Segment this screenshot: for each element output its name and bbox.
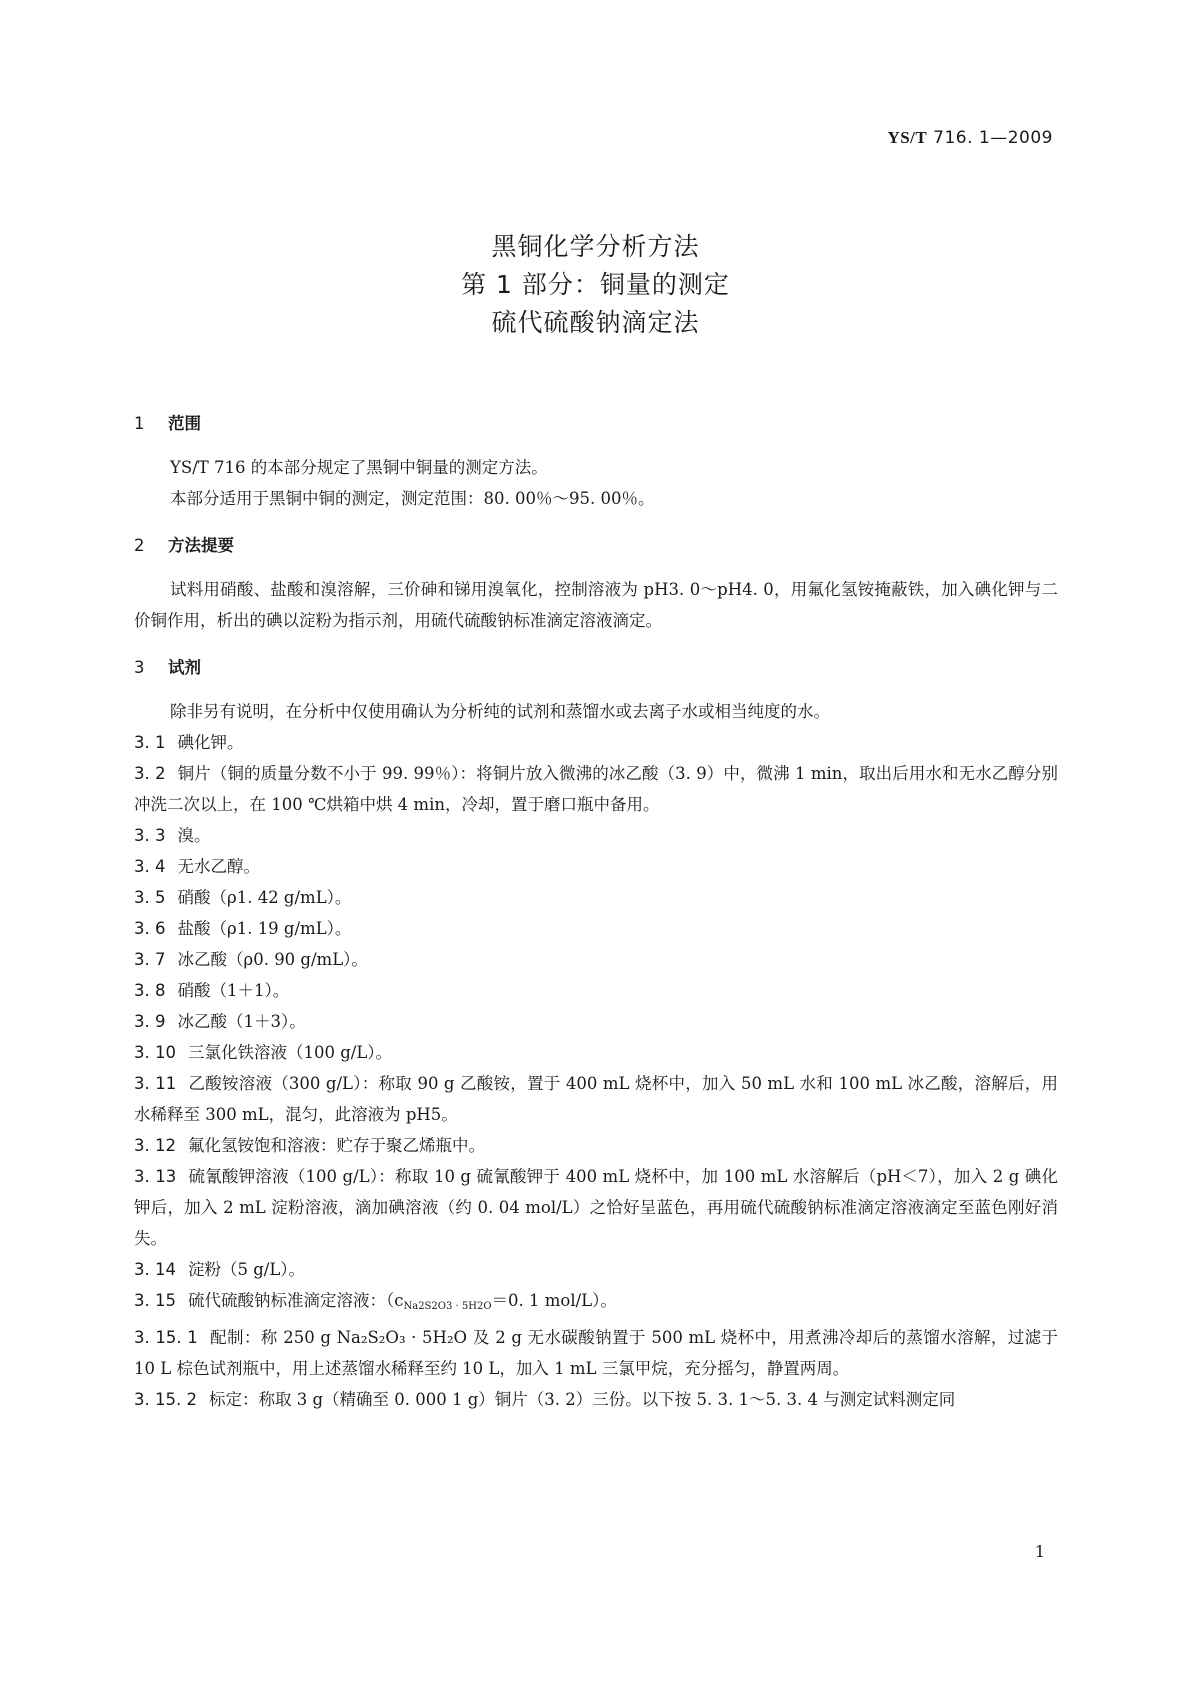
paragraph: 本部分适用于黑铜中铜的测定，测定范围：80. 00％～95. 00％。: [170, 489, 655, 508]
item-number: 3. 5: [134, 888, 166, 907]
item-text: 三氯化铁溶液（100 g/L）。: [187, 1043, 393, 1062]
section-number: 1: [134, 414, 145, 433]
item-text: 硝酸（ρ1. 42 g/mL）。: [177, 888, 352, 907]
item-text: 硝酸（1＋1）。: [177, 981, 290, 1000]
section-number: 2: [134, 536, 145, 555]
item-number: 3. 15: [134, 1291, 176, 1310]
item-number: 3. 12: [134, 1136, 176, 1155]
reagent-item: [134, 820, 1058, 851]
item-number: 3. 13: [134, 1167, 177, 1186]
item-text: 硫氰酸钾溶液（100 g/L）：称取 10 g 硫氰酸钾于 400 mL 烧杯中，加 100 mL 水溶解后（pH＜7），加入 2 g 碘化钾后，加入 2 mL 淀粉溶液，滴加碘溶液（约 0. 04 mol/L）之恰好呈蓝色，再用硫代硫酸钠标准滴定溶液滴定至蓝色刚好消失。: [134, 1167, 1059, 1248]
title-line-3: 硫代硫酸钠滴定法: [491, 308, 700, 337]
formula-subscript: Na2S2O3 · 5H2O: [403, 1301, 492, 1312]
document-title: [0, 228, 1191, 342]
item-text: 冰乙酸（ρ0. 90 g/mL）。: [177, 950, 368, 969]
item-text: 盐酸（ρ1. 19 g/mL）。: [177, 919, 352, 938]
paragraph: 试料用硝酸、盐酸和溴溶解，三价砷和锑用溴氧化，控制溶液为 pH3. 0～pH4. 0，用氟化氢铵掩蔽铁，加入碘化钾与二价铜作用，析出的碘以淀粉为指示剂，用硫代硫酸钠标准滴定溶液滴定。: [134, 580, 1058, 630]
reagent-item: [134, 1161, 1058, 1254]
item-text: 配制：称 250 g Na₂S₂O₃ · 5H₂O 及 2 g 无水碳酸钠置于 500 mL 烧杯中，用煮沸冷却后的蒸馏水溶解，过滤于 10 L 棕色试剂瓶中，用上述蒸馏水稀释至约 10 L，加入 1 mL 三氯甲烷，充分摇匀，静置两周。: [134, 1328, 1058, 1378]
reagent-item: [134, 975, 1058, 1006]
section-number: 3: [134, 658, 145, 677]
item-text: 标定：称取 3 g（精确至 0. 000 1 g）铜片（3. 2）三份。以下按 5. 3. 1～5. 3. 4 与测定试料测定同: [208, 1390, 956, 1409]
reagent-item: [134, 1130, 1058, 1161]
item-number: 3. 3: [134, 826, 166, 845]
item-text: 氟化氢铵饱和溶液：贮存于聚乙烯瓶中。: [187, 1136, 485, 1155]
reagent-item: [134, 913, 1058, 944]
paragraph: 除非另有说明，在分析中仅使用确认为分析纯的试剂和蒸馏水或去离子水或相当纯度的水。: [170, 702, 830, 721]
paragraph: YS/T 716 的本部分规定了黑铜中铜量的测定方法。: [170, 458, 548, 477]
reagent-item: [134, 1285, 1058, 1322]
item-text: 铜片（铜的质量分数不小于 99. 99％）：将铜片放入微沸的冰乙酸（3. 9）中，微沸 1 min，取出后用水和无水乙醇分别冲洗二次以上，在 100 ℃烘箱中烘 4 min，冷却，置于磨口瓶中备用。: [134, 764, 1058, 814]
standard-code-prefix: YS/T: [887, 128, 928, 147]
page-number: 1: [1034, 1542, 1045, 1561]
standard-code: [887, 128, 1053, 148]
reagent-item: [134, 758, 1058, 820]
section-heading-method: [134, 532, 1058, 556]
reagent-item: [134, 727, 1058, 758]
item-text: 无水乙醇。: [177, 857, 260, 876]
section-title: 试剂: [168, 658, 201, 677]
document-body: [134, 410, 1058, 1415]
item-text: 乙酸铵溶液（300 g/L）：称取 90 g 乙酸铵，置于 400 mL 烧杯中，加入 50 mL 水和 100 mL 冰乙酸，溶解后，用水稀释至 300 mL，混匀，此溶液为 pH5。: [134, 1074, 1059, 1124]
item-text: ＝0. 1 mol/L）。: [491, 1291, 617, 1310]
reagent-item: [134, 1384, 1058, 1415]
section-title: 方法提要: [168, 536, 234, 555]
reagent-item: [134, 1254, 1058, 1285]
item-text: 冰乙酸（1＋3）。: [177, 1012, 306, 1031]
item-number: 3. 1: [134, 733, 166, 752]
item-text: 淀粉（5 g/L）。: [187, 1260, 306, 1279]
item-text: 碘化钾。: [177, 733, 244, 752]
item-number: 3. 2: [134, 764, 166, 783]
item-number: 3. 6: [134, 919, 166, 938]
section-heading-scope: [134, 410, 1058, 434]
standard-code-number: 716. 1—2009: [927, 128, 1053, 148]
item-number: 3. 9: [134, 1012, 166, 1031]
section-heading-reagents: [134, 654, 1058, 678]
item-text: 硫代硫酸钠标准滴定溶液：（c: [187, 1291, 404, 1310]
section-title: 范围: [168, 414, 201, 433]
item-text: 溴。: [177, 826, 211, 845]
item-number: 3. 15. 1: [134, 1328, 198, 1347]
item-number: 3. 8: [134, 981, 166, 1000]
reagent-item: [134, 944, 1058, 975]
item-number: 3. 11: [134, 1074, 177, 1093]
title-line-1: 黑铜化学分析方法: [491, 232, 700, 261]
reagent-item: [134, 1006, 1058, 1037]
title-line-2: 第 1 部分：铜量的测定: [461, 270, 730, 299]
reagent-item: [134, 851, 1058, 882]
item-number: 3. 4: [134, 857, 166, 876]
reagent-item: [134, 882, 1058, 913]
item-number: 3. 7: [134, 950, 166, 969]
reagent-item: [134, 1322, 1058, 1384]
item-number: 3. 10: [134, 1043, 176, 1062]
reagent-item: [134, 1037, 1058, 1068]
item-number: 3. 14: [134, 1260, 176, 1279]
item-number: 3. 15. 2: [134, 1390, 197, 1409]
reagent-item: [134, 1068, 1058, 1130]
